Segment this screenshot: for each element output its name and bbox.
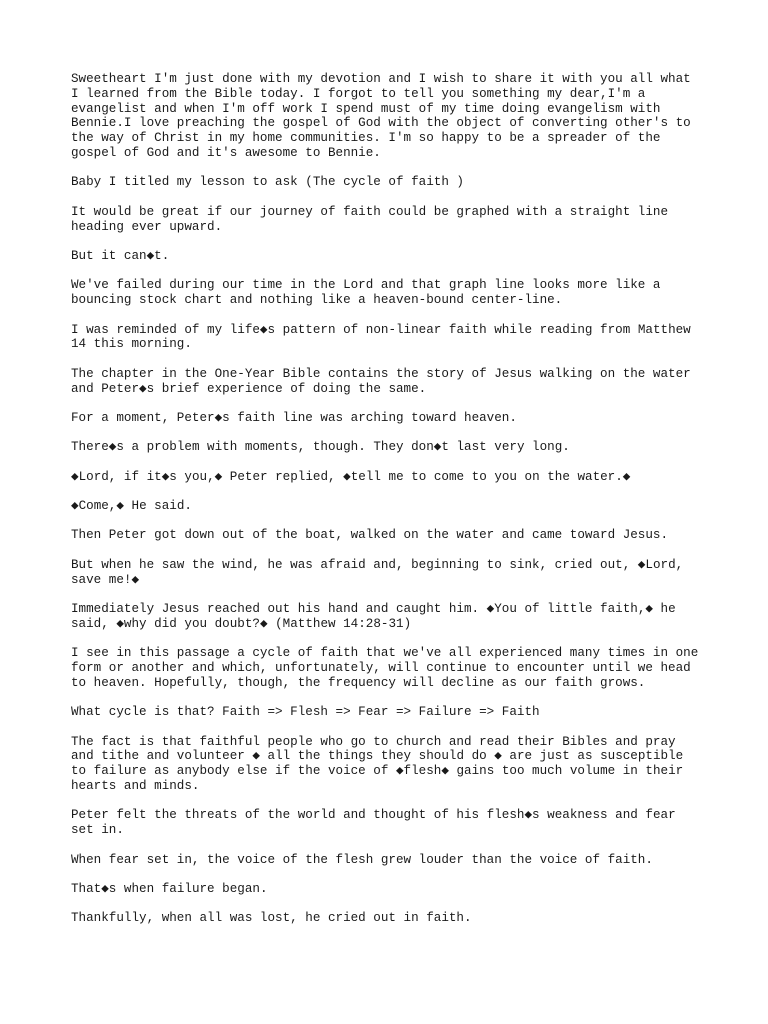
- paragraph: For a moment, Peter◆s faith line was arching toward heaven.: [71, 410, 517, 425]
- paragraph: The chapter in the One-Year Bible contains the story of Jesus walking on the water and Peter◆s brief experience of doing the same.: [71, 366, 691, 396]
- paragraph: There◆s a problem with moments, though. They don◆t last very long.: [71, 440, 570, 455]
- paragraph-cycle: What cycle is that? Faith => Flesh => Fear => Failure => Faith: [71, 705, 540, 720]
- paragraph-quote: ◆Lord, if it◆s you,◆ Peter replied, ◆tell me to come to you on the water.◆: [71, 469, 631, 484]
- paragraph: I see in this passage a cycle of faith that we've all experienced many times in one form or another and which, unfortunately, will continue to encounter until we head to heaven. Hopefully, though, the frequency will decline as our faith grows.: [71, 646, 699, 690]
- paragraph-quote: Immediately Jesus reached out his hand and caught him. ◆You of little faith,◆ he said, ◆why did you doubt?◆ (Matthew 14:28-31): [71, 602, 676, 631]
- paragraph-lesson-title: Baby I titled my lesson to ask (The cycle of faith ): [71, 175, 464, 190]
- paragraph-quote: But when he saw the wind, he was afraid and, beginning to sink, cried out, ◆Lord, save me!◆: [71, 557, 684, 587]
- document-page: [71, 72, 711, 941]
- paragraph: Then Peter got down out of the boat, walked on the water and came toward Jesus.: [71, 528, 669, 543]
- paragraph: That◆s when failure began.: [71, 881, 268, 896]
- paragraph: The fact is that faithful people who go to church and read their Bibles and pray and tithe and volunteer ◆ all the things they should do ◆ are just as susceptible to failure as anybody else if the voice of ◆flesh◆ gains too much volume in their hearts and minds.: [71, 734, 684, 793]
- paragraph: Thankfully, when all was lost, he cried out in faith.: [71, 911, 472, 926]
- paragraph: But it can◆t.: [71, 248, 170, 263]
- paragraph: When fear set in, the voice of the flesh grew louder than the voice of faith.: [71, 852, 653, 867]
- paragraph-intro: Sweetheart I'm just done with my devotion and I wish to share it with you all what I learned from the Bible today. I forgot to tell you something my dear,I'm a evangelist and when I'm off work I spend must of my time doing evangelism with Bennie.I love preaching the gospel of God with the object of converting other's to the way of Christ in my home communities. I'm so happy to be a spreader of the gospel of God and it's awesome to Bennie.: [71, 72, 691, 160]
- paragraph-quote: ◆Come,◆ He said.: [71, 499, 192, 514]
- paragraph: We've failed during our time in the Lord and that graph line looks more like a bouncing stock chart and nothing like a heaven-bound center-line.: [71, 278, 661, 308]
- paragraph: Peter felt the threats of the world and thought of his flesh◆s weakness and fear set in.: [71, 808, 676, 838]
- paragraph: I was reminded of my life◆s pattern of non-linear faith while reading from Matthew 14 this morning.: [71, 322, 691, 352]
- paragraph: It would be great if our journey of faith could be graphed with a straight line heading ever upward.: [71, 204, 669, 234]
